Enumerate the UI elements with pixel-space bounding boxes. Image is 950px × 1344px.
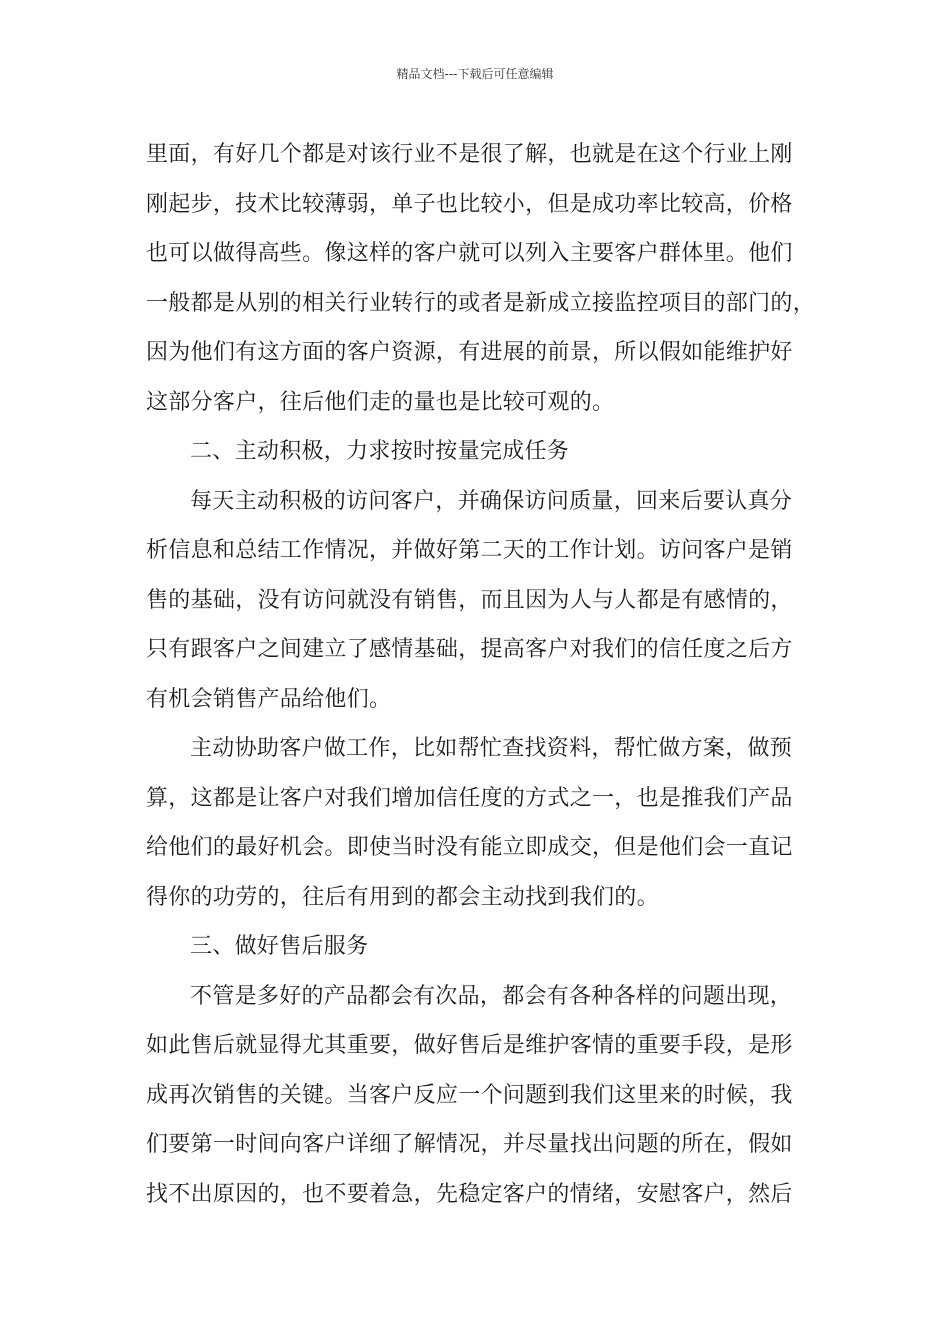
page-header: 精品文档---下载后可任意编辑 xyxy=(396,67,554,81)
text-line: 成再次销售的关键。当客户反应一个问题到我们这里来的时候，我 xyxy=(146,1082,793,1108)
text-line: 售的基础，没有访问就没有销售，而且因为人与人都是有感情的， xyxy=(146,587,793,613)
text-line: 每天主动积极的访问客户，并确保访问质量，回来后要认真分 xyxy=(190,488,793,514)
text-line: 给他们的最好机会。即使当时没有能立即成交，但是他们会一直记 xyxy=(146,835,793,860)
text-line: 一般都是从别的相关行业转行的或者是新成立接监控项目的部门的， xyxy=(146,290,816,316)
text-line: 有机会销售产品给他们。 xyxy=(146,686,392,712)
text-line: 不管是多好的产品都会有次品，都会有各种各样的问题出现， xyxy=(190,983,793,1009)
text-line: 析信息和总结工作情况，并做好第二天的工作计划。访问客户是销 xyxy=(146,538,793,563)
text-line: 算，这都是让客户对我们增加信任度的方式之一，也是推我们产品 xyxy=(146,785,793,811)
text-line: 得你的功劳的，往后有用到的都会主动找到我们的。 xyxy=(146,884,659,910)
text-line: 这部分客户，往后他们走的量也是比较可观的。 xyxy=(146,389,615,415)
text-line: 只有跟客户之间建立了感情基础，提高客户对我们的信任度之后方 xyxy=(146,637,793,662)
text-line: 因为他们有这方面的客户资源，有进展的前景，所以假如能维护好 xyxy=(146,340,793,365)
section-heading: 二、主动积极，力求按时按量完成任务 xyxy=(190,439,570,464)
text-line: 们要第一时间向客户详细了解情况，并尽量找出问题的所在，假如 xyxy=(146,1132,793,1157)
section-heading: 三、做好售后服务 xyxy=(190,934,369,959)
text-line: 主动协助客户做工作，比如帮忙查找资料，帮忙做方案，做预 xyxy=(190,736,793,761)
text-line: 刚起步，技术比较薄弱，单子也比较小，但是成功率比较高，价格 xyxy=(146,191,793,217)
text-line: 找不出原因的，也不要着急，先稳定客户的情绪，安慰客户，然后 xyxy=(146,1181,793,1207)
text-line: 如此售后就显得尤其重要，做好售后是维护客情的重要手段，是形 xyxy=(146,1033,793,1058)
document-body xyxy=(146,130,816,1219)
text-line: 里面，有好几个都是对该行业不是很了解，也就是在这个行业上刚 xyxy=(146,142,793,167)
text-line: 也可以做得高些。像这样的客户就可以列入主要客户群体里。他们 xyxy=(146,241,793,266)
